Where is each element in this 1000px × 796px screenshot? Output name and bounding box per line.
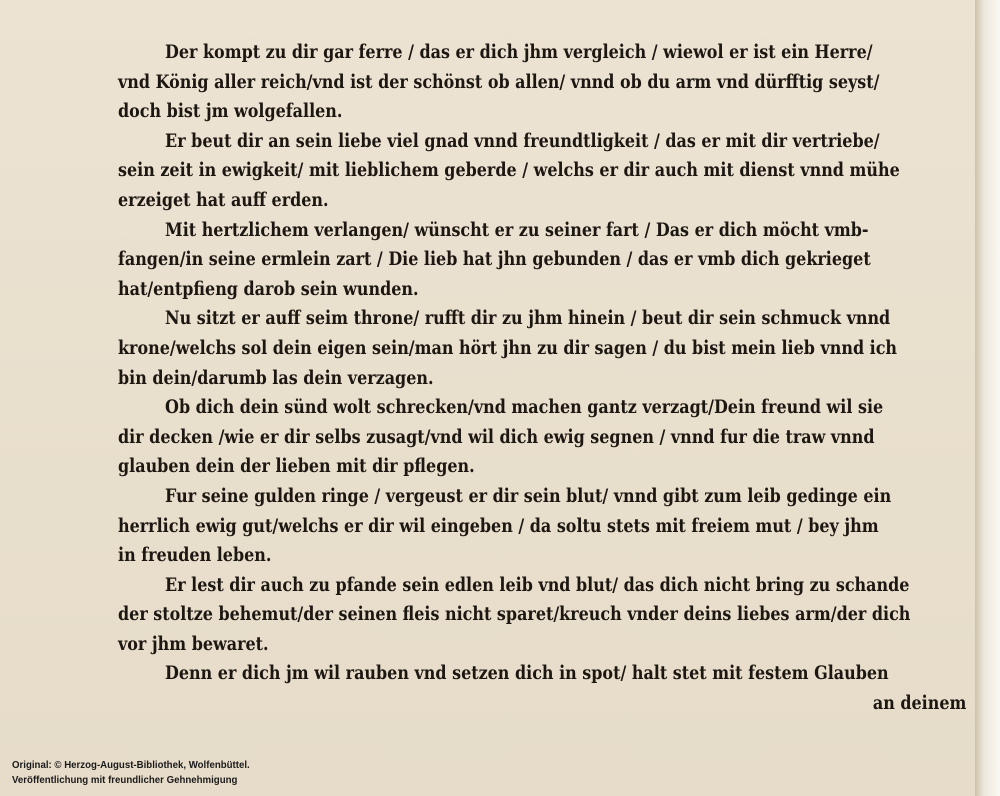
credit-line-1: Original: © Herzog-August-Bibliothek, Wolfenbüttel. [12,759,250,771]
text-line: Er beut dir an sein liebe viel gnad vnnd freundtligkeit / das er mit dir vertriebe/ [165,129,880,152]
text-line: Fur seine gulden ringe / vergeust er dir sein blut/ vnnd gibt zum leib gedinge ein [165,484,892,507]
text-line: Der kompt zu dir gar ferre / das er dich jhm vergleich / wiewol er ist ein Herre/ [165,41,873,63]
document-text [118,38,967,719]
text-line: Mit hertzlichem verlangen/ wünscht er zu seiner fart / Das er dich möcht vmb- [165,218,869,241]
text-line: vnd König aller reich/vnd ist der schönst ob allen/ vnnd ob du arm vnd dürfftig seyst/ [118,70,880,93]
text-line: hat/entpfieng darob sein wunden. [118,277,419,300]
text-line: bin dein/darumb las dein verzagen. [118,366,434,389]
page-edge [975,0,1000,796]
catchword: an deinem [872,692,967,715]
text-line: krone/welchs sol dein eigen sein/man hört jhn zu dir sagen / du bist mein lieb vnnd ich [118,336,898,359]
text-line: Ob dich dein sünd wolt schrecken/vnd machen gantz verzagt/Dein freund wil sie [165,396,884,419]
text-line: der stoltze behemut/der seinen fleis nicht sparet/kreuch vnder deins liebes arm/der dich [118,603,911,626]
text-line: glauben dein der lieben mit dir pflegen. [118,455,475,478]
text-line: doch bist jm wolgefallen. [118,100,343,123]
text-line: herrlich ewig gut/welchs er dir wil eingeben / da soltu stets mit freiem mut / bey jhm [118,514,879,537]
text-line: vor jhm bewaret. [118,632,269,655]
text-line: dir decken /wie er dir selbs zusagt/vnd wil dich ewig segnen / vnnd fur die traw vnnd [118,425,875,448]
text-line: Nu sitzt er auff seim throne/ rufft dir zu jhm hinein / beut dir sein schmuck vnnd [165,307,891,330]
text-line: Denn er dich jm wil rauben vnd setzen dich in spot/ halt stet mit festem Glauben [165,662,889,685]
image-credit [12,758,250,788]
text-line: in freuden leben. [118,544,272,567]
text-line: Er lest dir auch zu pfande sein edlen leib vnd blut/ das dich nicht bring zu schande [165,573,910,596]
text-line: erzeiget hat auff erden. [118,188,329,211]
text-line: fangen/in seine ermlein zart / Die lieb hat jhn gebunden / das er vmb dich gekrieget [118,248,871,271]
credit-line-2: Veröffentlichung mit freundlicher Gehnehmigung [12,774,238,786]
text-line: sein zeit in ewigkeit/ mit lieblichem geberde / welchs er dir auch mit dienst vnnd mühe [118,159,900,182]
